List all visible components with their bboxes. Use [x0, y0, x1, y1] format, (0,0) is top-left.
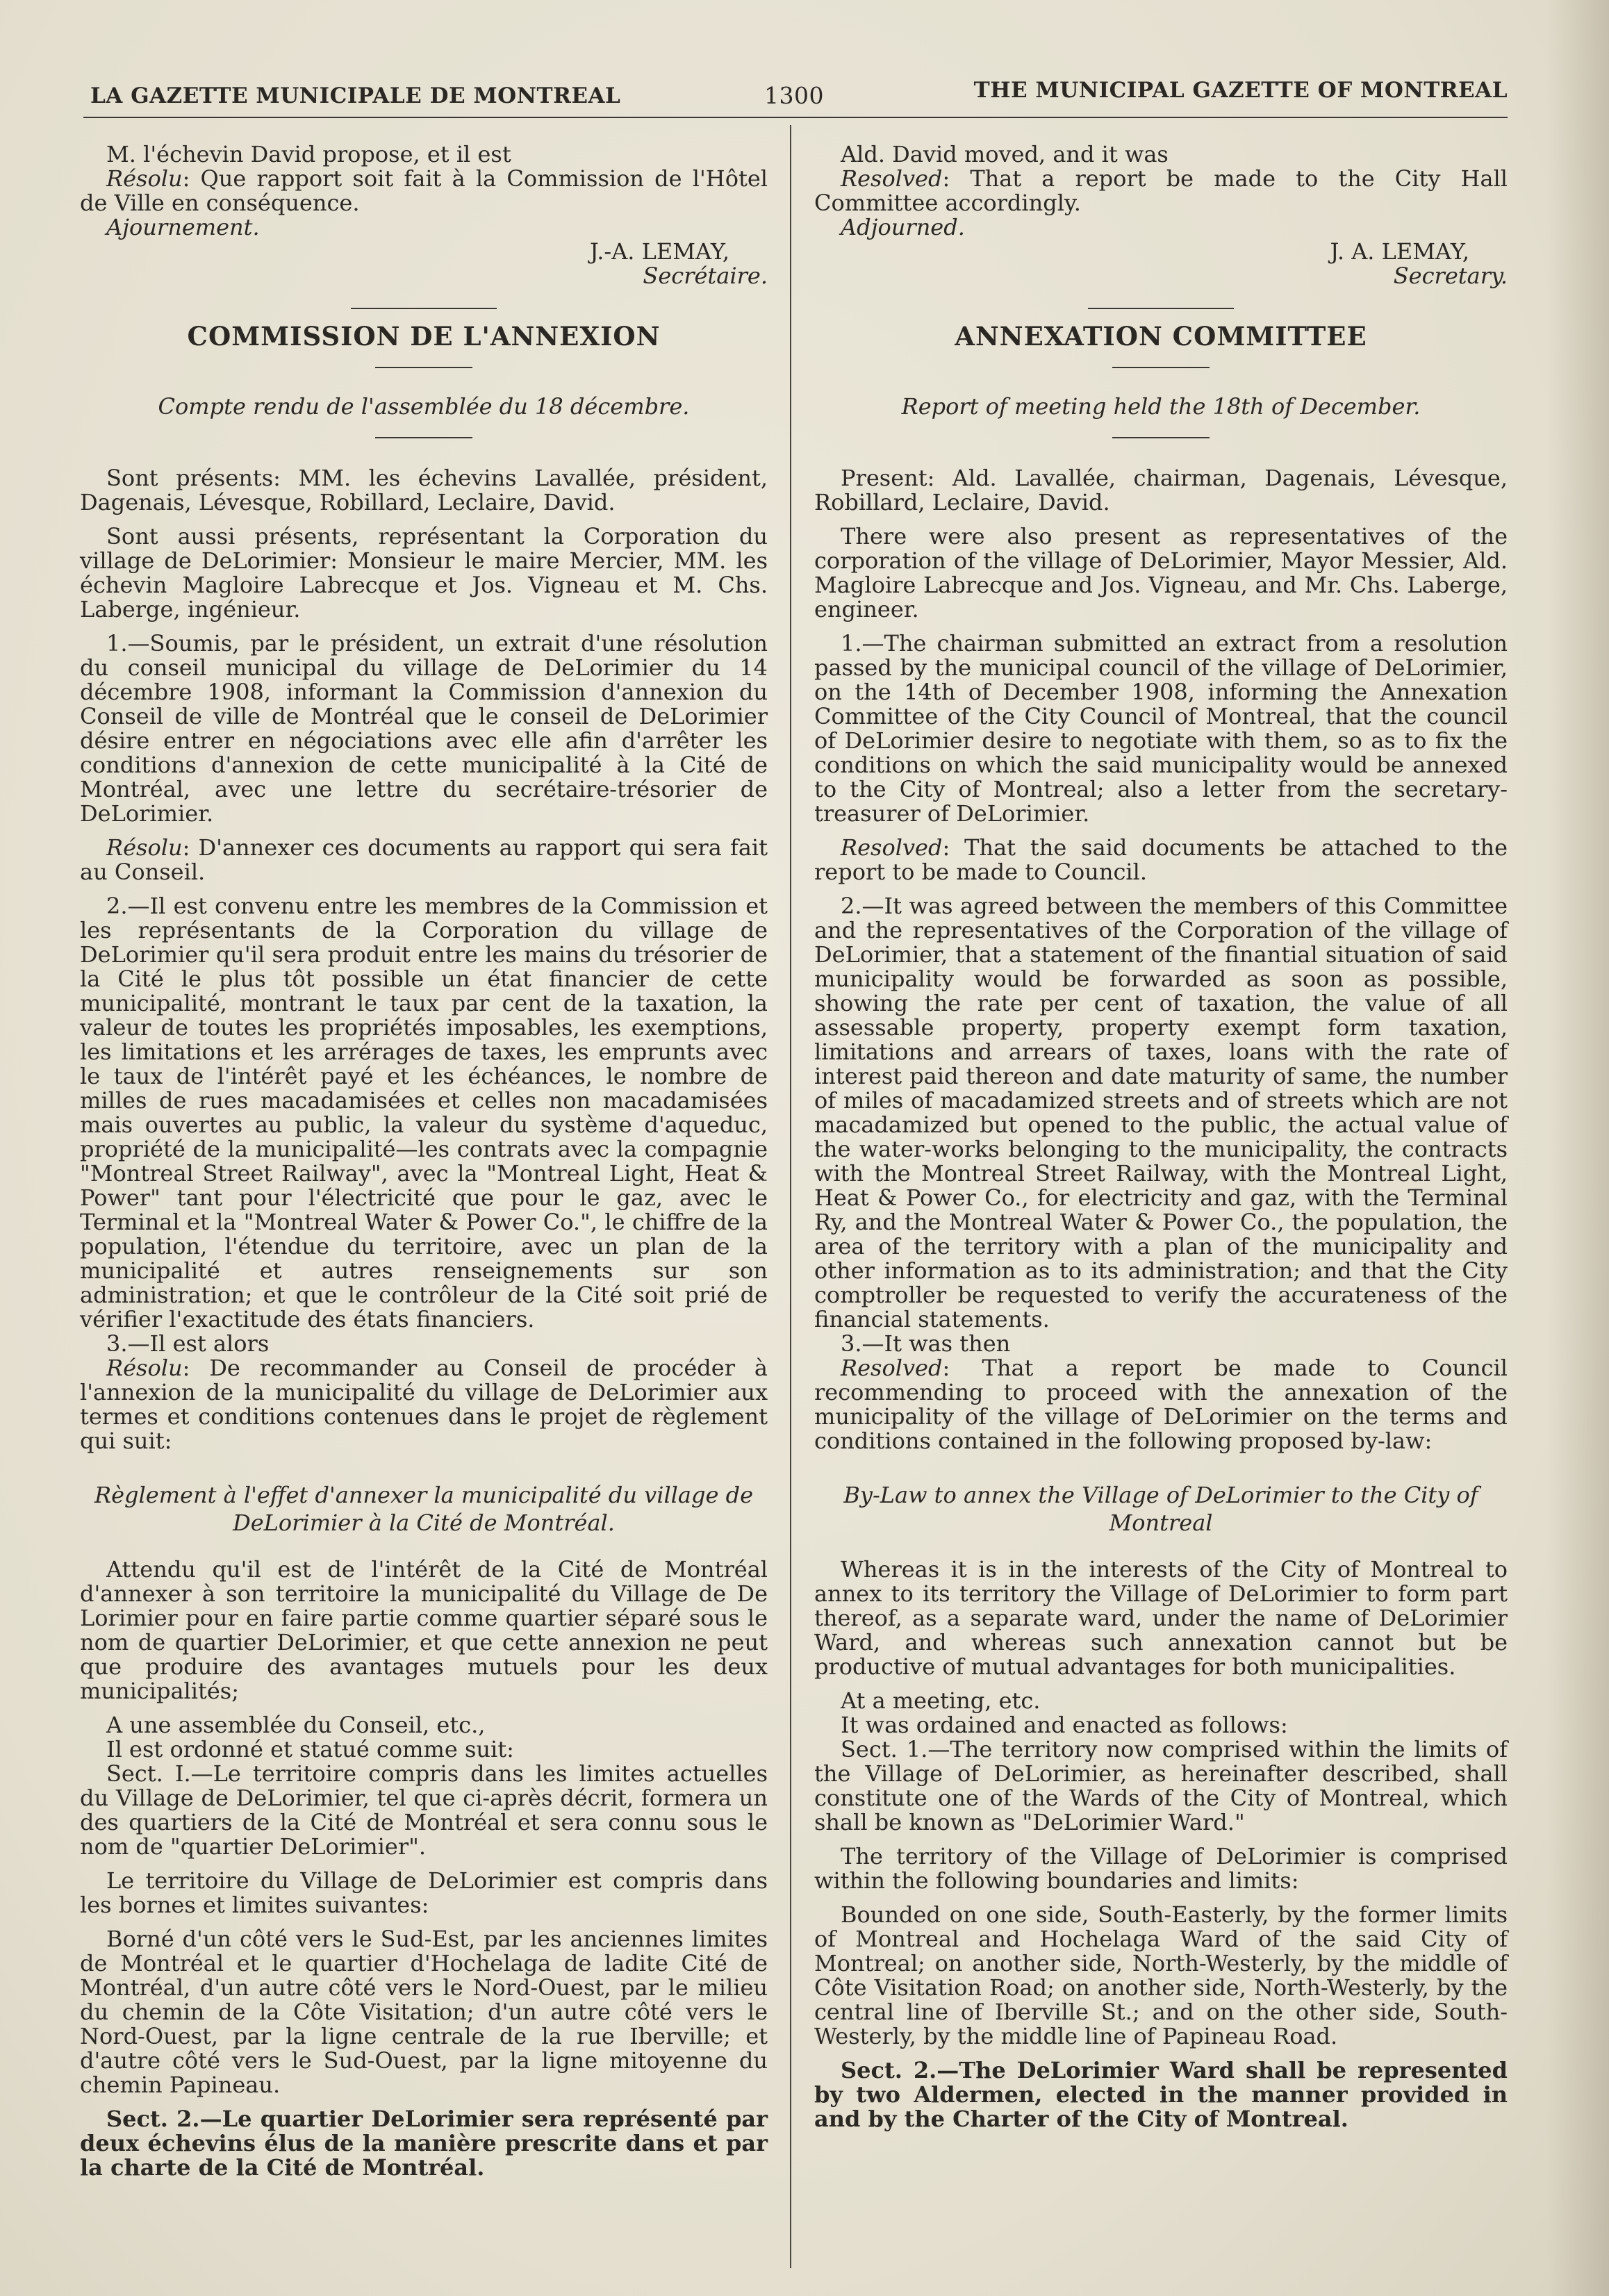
bounds-text: Bounded on one side, South-Easterly, by the former limits of Montreal and Hochelaga Ward of the said City of Montreal; on another side, North-Westerly, by the middle of Côte Visitation Road; on another side, North-Westerly, by the central line of Iberville St.; and on the other side, South-Westerly, by the middle line of Papineau Road. [814, 1901, 1508, 2049]
section-1-text: Sect. 1.—The territory now comprised within the limits of the Village of DeLorimier, as hereinafter described, shall constitute one of the Wards of the City of Montreal, which shall be known as "DeLorimier Ward." [814, 1736, 1508, 1835]
bylaw-title: By-Law to annex the Village of DeLorimier to the City of Montreal [843, 1482, 1478, 1536]
resolution-1: Resolved: That the said documents be attached to the report to be made to Council. [814, 834, 1508, 885]
item-1-text: 1.—The chairman submitted an extract from a resolution passed by the municipal council of the village of DeLorimier, on the 14th of December 1908, informing the Annexation Committee of the City Council of Montreal, that the council of DeLorimier desire to negotiate with them, so as to fix the conditions on which the said municipality would be annexed to the City of Montreal; also a letter from the secretary-treasurer of DeLorimier. [814, 630, 1508, 827]
section-heading: COMMISSION DE L'ANNEXION [187, 321, 661, 352]
signature-title: Secretary. [1393, 263, 1508, 289]
column-divider [790, 125, 791, 2268]
adjournment: Adjourned. [841, 214, 965, 240]
ordained-text: It was ordained and enacted as follows: [841, 1712, 1288, 1738]
section-2-text: Sect. 2.—The DeLorimier Ward shall be represented by two Aldermen, elected in the manner provided in and by the Charter of the City of Montreal. [814, 2057, 1508, 2132]
page-number: 1300 [764, 82, 824, 109]
attendance-text: Present: Ald. Lavallée, chairman, Dagenais, Lévesque, Robillard, Leclaire, David. [814, 465, 1508, 515]
section-1-text: Sect. I.—Le territoire compris dans les limites actuelles du Village de DeLorimier, tel que ci-après décrit, formera un des quartiers de la Cité de Montréal et sera connu sous le nom de "quartier DeLorimier". [80, 1760, 768, 1860]
also-present-text: Sont aussi présents, représentant la Corporation du village de DeLorimier: Monsieur le maire Mercier, MM. les échevin Magloire Labrecque et Jos. Vigneau et M. Chs. Laberge, ingénieur. [80, 523, 768, 622]
signature-block [814, 240, 1508, 288]
territory-text: Le territoire du Village de DeLorimier est compris dans les bornes et limites suivantes: [80, 1867, 768, 1918]
resolution-1: Résolu: D'annexer ces documents au rapport qui sera fait au Conseil. [80, 834, 768, 885]
meeting-text: A une assemblée du Conseil, etc., [106, 1712, 486, 1738]
meeting-subheading: Compte rendu de l'assemblée du 18 décembre. [158, 393, 690, 420]
whereas-text: Whereas it is in the interests of the City of Montreal to annex to its territory the Village of DeLorimier to form part thereof, as a separate ward, under the name of DeLorimier Ward, and whereas such annexation cannot but be productive of mutual advantages for both municipalities. [814, 1556, 1508, 1680]
item-3-text: 3.—Il est alors [106, 1330, 270, 1357]
resolution-text: Resolved: That a report be made to the City Hall Committee accordingly. [814, 165, 1508, 216]
ordained-text: Il est ordonné et statué comme suit: [106, 1736, 514, 1762]
signature-name: J. A. LEMAY, [1330, 238, 1469, 265]
item-3-text: 3.—It was then [841, 1330, 1011, 1357]
resolution-text: Résolu: Que rapport soit fait à la Commission de l'Hôtel de Ville en conséquence. [80, 165, 768, 216]
header-rule [83, 117, 1508, 118]
header-title-french: LA GAZETTE MUNICIPALE DE MONTREAL [90, 83, 621, 108]
french-column [80, 142, 768, 2180]
page-header [83, 75, 1508, 117]
motion-text: Ald. David moved, and it was [841, 141, 1169, 167]
resolution-3: Resolved: That a report be made to Council recommending to proceed with the annexation of the municipality of the village of DeLorimier on the terms and conditions contained in the following proposed by-law: [814, 1355, 1508, 1454]
resolution-3: Résolu: De recommander au Conseil de procéder à l'annexion de la municipalité du village de DeLorimier aux termes et conditions contenues dans le projet de règlement qui suit: [80, 1355, 768, 1454]
whereas-text: Attendu qu'il est de l'intérêt de la Cité de Montréal d'annexer à son territoire la municipalité du Village de De Lorimier pour en faire partie comme quartier séparé sous le nom de quartier DeLorimier, et que cette annexion ne peut que produire des avantages mutuels pour les deux municipalités; [80, 1556, 768, 1704]
also-present-text: There were also present as representatives of the corporation of the village of DeLorimier, Mayor Messier, Ald. Magloire Labrecque and Jos. Vigneau, and Mr. Chs. Laberge, engineer. [814, 523, 1508, 622]
attendance-text: Sont présents: MM. les échevins Lavallée, président, Dagenais, Lévesque, Robillard, Leclaire, David. [80, 465, 768, 515]
section-separator [351, 308, 497, 309]
bounds-text: Borné d'un côté vers le Sud-Est, par les anciennes limites de Montréal et le quartier d'Hochelaga de ladite Cité de Montréal, d'un autre côté vers le Nord-Ouest, par le milieu du chemin de la Côte Visitation; d'un autre côté vers le Nord-Ouest, par la ligne centrale de la rue Iberville; et d'autre côté vers le Sud-Ouest, par la ligne mitoyenne du chemin Papineau. [80, 1926, 768, 2098]
signature-name: J.-A. LEMAY, [589, 238, 729, 265]
header-title-english: THE MUNICIPAL GAZETTE OF MONTREAL [973, 78, 1508, 103]
section-2-text: Sect. 2.—Le quartier DeLorimier sera représenté par deux échevins élus de la manière prescrite dans et par la charte de la Cité de Montréal. [80, 2106, 768, 2181]
item-2-text: 2.—It was agreed between the members of this Committee and the representatives of the Corporation of the village of DeLorimier, that a statement of the finantial situation of said municipality would be forwarded as soon as possible, showing the rate per cent of taxation, the value of all assessable property, property exempt form taxation, limitations and arrears of taxes, loans with the rate of interest paid thereon and date maturity of same, the number of miles of macadamized streets and of streets which are not macadamized but opened to the public, the actual value of the water-works belonging to the municipality, the contracts with the Montreal Street Railway, with the Montreal Light, Heat & Power Co., for electricity and gaz, with the Terminal Ry, and the Montreal Water & Power Co., the population, the area of the territory with a plan of the municipality and other information as to its administration; and that the City comptroller be requested to verify the accurateness of the financial statements. [814, 893, 1508, 1332]
territory-text: The territory of the Village of DeLorimier is comprised within the following boundaries and limits: [814, 1843, 1508, 1894]
adjournment: Ajournement. [106, 214, 260, 240]
subheading-separator [375, 437, 472, 438]
signature-title: Secrétaire. [643, 263, 768, 289]
item-1-text: 1.—Soumis, par le président, un extrait d'une résolution du conseil municipal du village de DeLorimier du 14 décembre 1908, informant la Commission d'annexion du Conseil de ville de Montréal que le conseil de DeLorimier désire entrer en négociations avec elle afin d'arrêter les conditions d'annexion de cette municipalité à la Cité de Montréal, avec une lettre du secrétaire-trésorier de DeLorimier. [80, 630, 768, 827]
heading-separator [1112, 367, 1210, 368]
section-heading: ANNEXATION COMMITTEE [955, 321, 1367, 352]
motion-text: M. l'échevin David propose, et il est [106, 141, 511, 167]
meeting-text: At a meeting, etc. [841, 1687, 1041, 1714]
meeting-subheading: Report of meeting held the 18th of December. [901, 393, 1421, 420]
subheading-separator [1112, 437, 1210, 438]
bylaw-title: Règlement à l'effet d'annexer la municipalité du village de DeLorimier à la Cité de Montréal. [94, 1482, 753, 1536]
english-column [814, 142, 1508, 2131]
heading-separator [375, 367, 472, 368]
section-separator [1088, 308, 1234, 309]
binding-shadow [1546, 0, 1609, 2296]
item-2-text: 2.—Il est convenu entre les membres de la Commission et les représentants de la Corporation du village de DeLorimier qu'il sera produit entre les mains du trésorier de la Cité le plus tôt possible un état financier de cette municipalité, montrant le taux par cent de la taxation, la valeur de toutes les propriétés imposables, les exemptions, les limitations et les arrérages de taxes, les emprunts avec le taux de l'intérêt payé et les échéances, le nombre de milles de rues macadamisées et celles non macadamisées mais ouvertes au public, la valeur du système d'aqueduc, propriété de la municipalité—les contrats avec la compagnie "Montreal Street Railway", avec la "Montreal Light, Heat & Power" tant pour l'électricité que pour le gaz, avec le Terminal et la "Montreal Water & Power Co.", le chiffre de la population, l'étendue du territoire, avec un plan de la municipalité et autres renseignements sur son administration; et que le contrôleur de la Cité soit prié de vérifier l'exactitude des états financiers. [80, 893, 768, 1332]
signature-block [80, 240, 768, 288]
